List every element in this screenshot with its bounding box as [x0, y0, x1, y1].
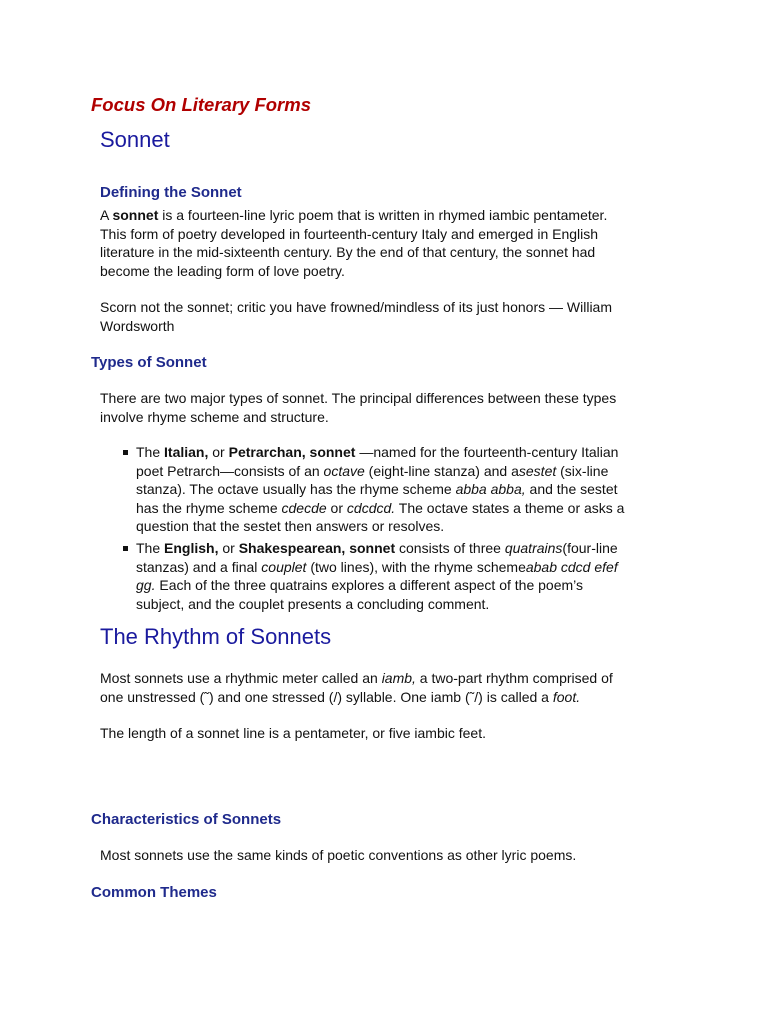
wordsworth-quote: Scorn not the sonnet; critic you have frowned/mindless of its just honors — William Wordsworth: [100, 299, 612, 334]
types-heading: Types of Sonnet: [91, 354, 207, 371]
defining-heading: Defining the Sonnet: [100, 184, 242, 201]
page-title: Sonnet: [100, 127, 170, 152]
defining-line-4: become the leading form of love poetry.: [100, 262, 345, 279]
characteristics-paragraph: Most sonnets use the same kinds of poetic conventions as other lyric poems.: [100, 847, 577, 863]
bullet-icon: [123, 546, 128, 551]
defining-line-3: literature in the mid-sixteenth century. By the end of that century, the sonnet had: [100, 244, 596, 261]
pentameter-paragraph: The length of a sonnet line is a pentameter, or five iambic feet.: [100, 725, 486, 741]
characteristics-heading: Characteristics of Sonnets: [91, 811, 282, 828]
defining-line-2: This form of poetry developed in fourteenth-century Italy and emerged in English: [100, 225, 599, 242]
kicker-heading: Focus On Literary Forms: [91, 94, 311, 115]
defining-paragraph: [100, 206, 607, 280]
list-item-english: The English, or Shakespearean, sonnet consists of three quatrains(four-line stanzas) and a final couplet (two lines), with the rhyme schemeabab cdcd efef gg. Each of the three quatrains explores a different aspect of the poem’s subject, and the couplet presents a concluding comment.: [136, 540, 618, 612]
themes-heading: Common Themes: [91, 884, 217, 901]
list-item-italian: The Italian, or Petrarchan, sonnet —named for the fourteenth-century Italian poet Petrarch—consists of an octave (eight-line stanza) and asestet (six-line stanza). The octave usually has the rhyme scheme abba abba, and the sestet has the rhyme scheme cdecde or cdcdcd. The octave states a theme or asks a question that the sestet then answers or resolves.: [136, 444, 625, 535]
rhythm-paragraph: Most sonnets use a rhythmic meter called an iamb, a two-part rhythm comprised of one unstressed (˜) and one stressed (/) syllable. One iamb (˜/) is called a foot.: [100, 670, 613, 705]
bullet-icon: [123, 450, 128, 455]
types-intro: There are two major types of sonnet. The principal differences between these types involve rhyme scheme and structure.: [100, 390, 617, 425]
defining-line-1: A sonnet is a fourteen-line lyric poem that is written in rhymed iambic pentameter.: [100, 207, 608, 223]
rhythm-title: The Rhythm of Sonnets: [100, 624, 332, 649]
